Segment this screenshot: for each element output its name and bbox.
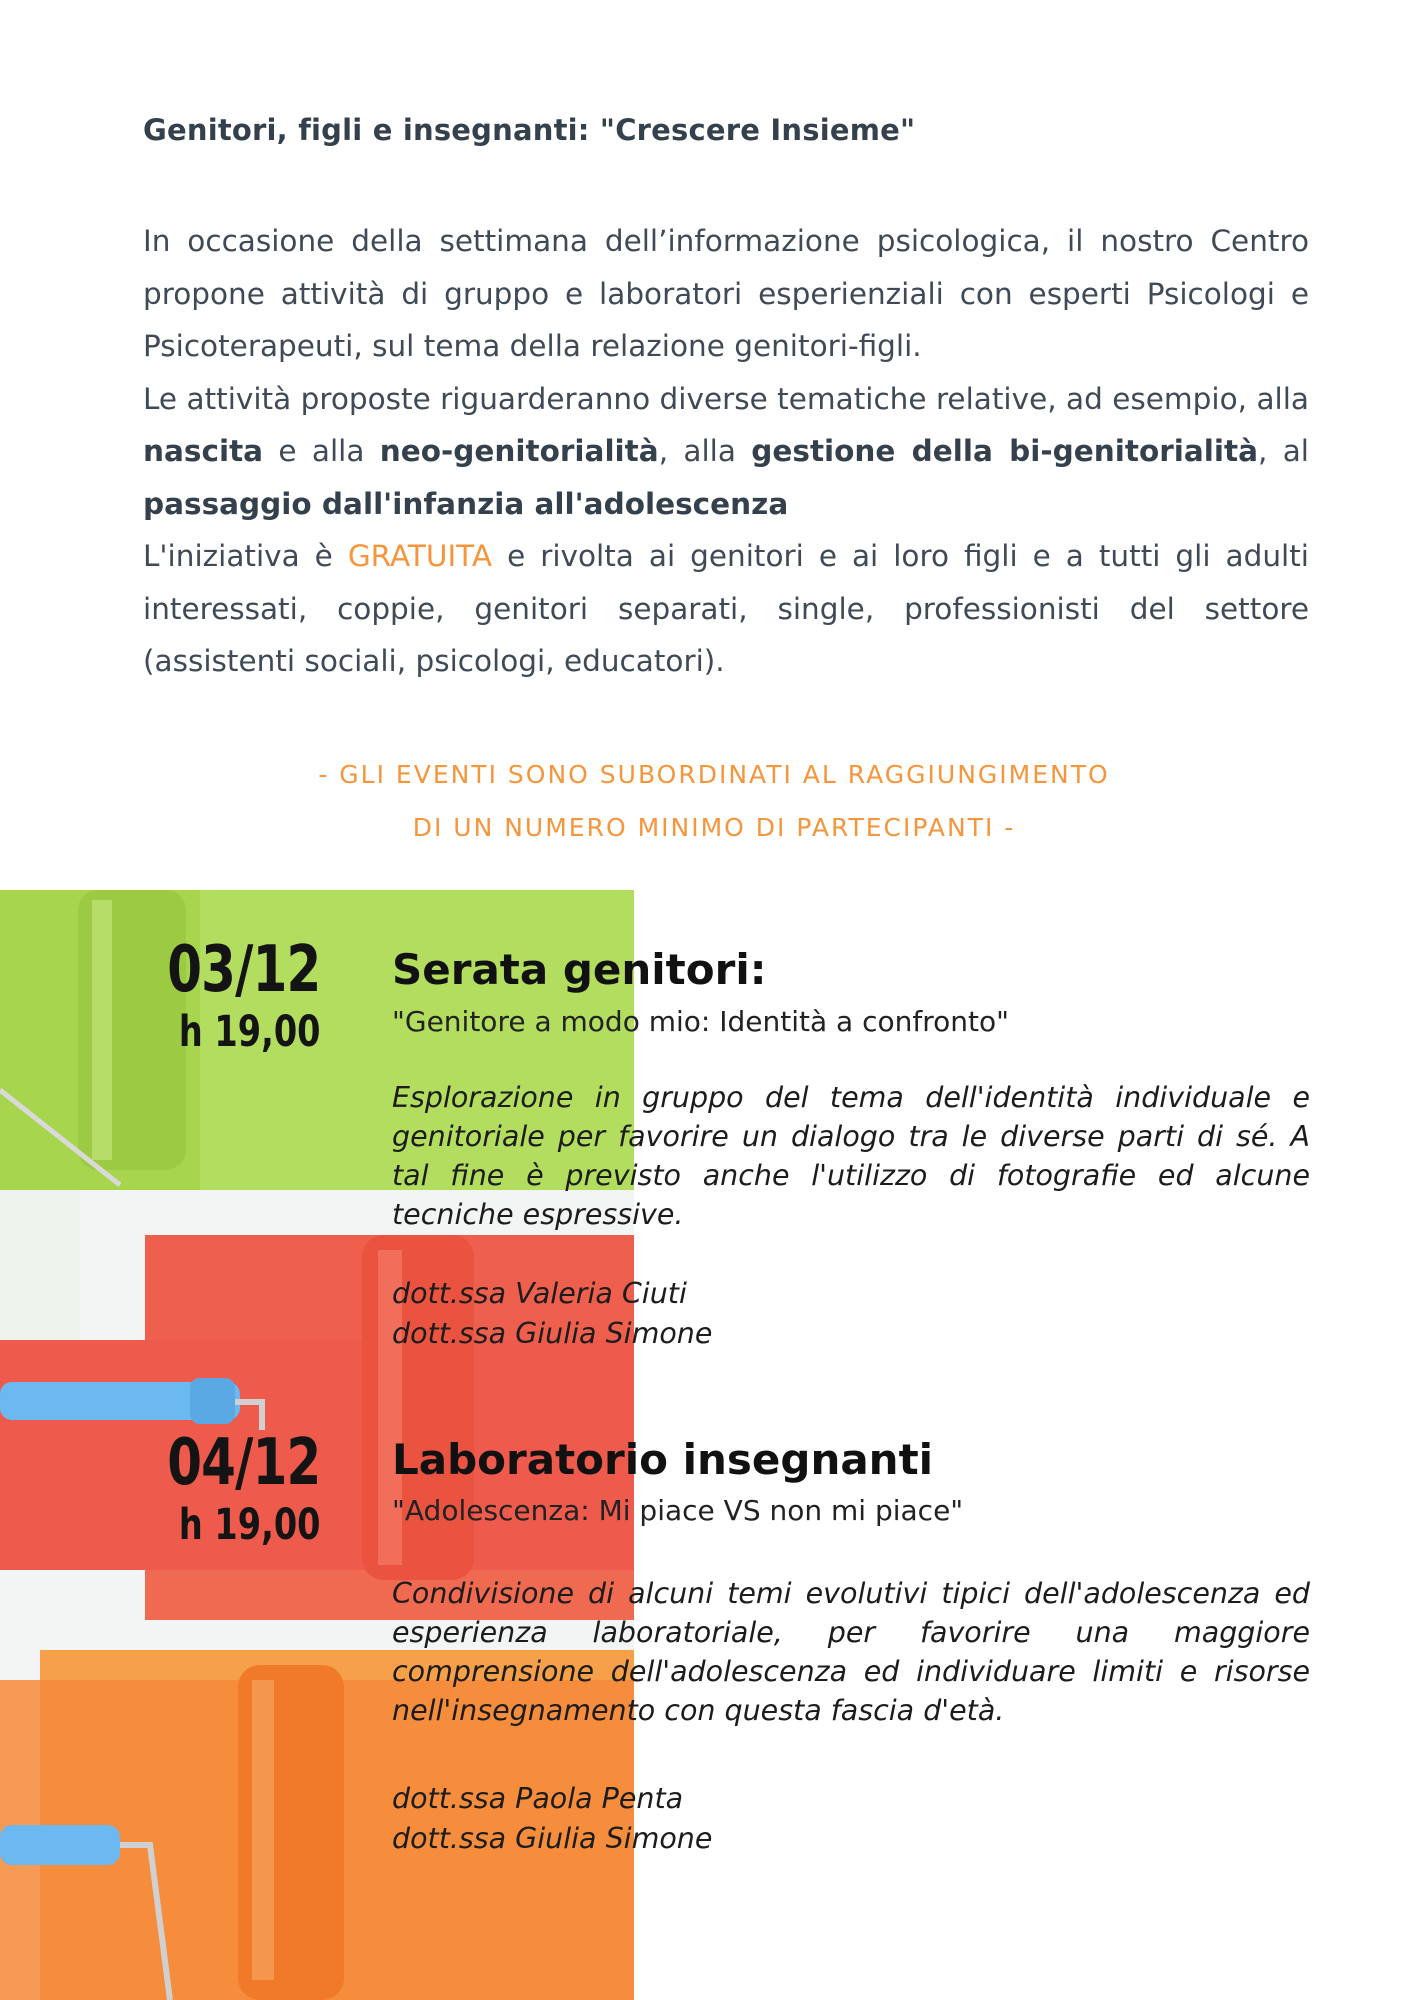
event-doctors: [392, 1779, 712, 1859]
event-time: h 19,00: [178, 1500, 320, 1550]
intro-paragraph-3: L'iniziativa è GRATUITA e rivolta ai genitori e ai loro figli e a tutti gli adulti interessati, coppie, genitori separati, single, professionisti del settore (assistenti sociali, psicologi, educatori).: [143, 539, 1309, 678]
event-date-block: [124, 935, 321, 1059]
event-subtitle: "Genitore a modo mio: Identità a confronto": [392, 1005, 1009, 1038]
event-date-block: [124, 1428, 321, 1552]
doctor-name: dott.ssa Paola Penta: [392, 1782, 684, 1815]
event-doctors: [392, 1274, 712, 1354]
doctor-name: dott.ssa Giulia Simone: [392, 1822, 713, 1855]
highlight-bi-genitorialita: gestione della bi-genitorialità: [751, 434, 1259, 468]
event-description: Esplorazione in gruppo del tema dell'identità individuale e genitoriale per favorire un dialogo tra le diverse parti di sé. A tal fine è previsto anche l'utilizzo di fotografie ed alcune tecniche espressive.: [392, 1081, 1310, 1231]
notice-line-1: - GLI EVENTI SONO SUBORDINATI AL RAGGIUNGIMENTO: [318, 760, 1110, 789]
event-title: Serata genitori:: [392, 945, 767, 994]
intro-paragraph-1: In occasione della settimana dell’informazione psicologica, il nostro Centro propone attività di gruppo e laboratori esperienziali con esperti Psicologi e Psicoterapeuti, sul tema della relazione genitori-figli.: [143, 224, 1309, 363]
event-date: 04/12: [166, 1426, 320, 1500]
highlight-adolescenza: passaggio dall'infanzia all'adolescenza: [143, 486, 789, 521]
intro-text: [143, 215, 1309, 688]
intro-paragraph-2: Le attività proposte riguarderanno diverse tematiche relative, ad esempio, alla nascita e alla neo-genitorialità, alla gestione della bi-genitorialità, al passaggio dall'infanzia all'adolescenza: [143, 381, 1309, 521]
event-date: 03/12: [166, 933, 320, 1007]
highlight-neo-genitorialita: neo-genitorialità: [379, 434, 659, 468]
event-subtitle: "Adolescenza: Mi piace VS non mi piace": [392, 1494, 964, 1527]
notice-line-2: DI UN NUMERO MINIMO DI PARTECIPANTI -: [412, 813, 1016, 842]
highlight-nascita: nascita: [143, 434, 264, 468]
page-title: Genitori, figli e insegnanti: "Crescere Insieme": [143, 113, 916, 147]
event-title: Laboratorio insegnanti: [392, 1435, 934, 1484]
doctor-name: dott.ssa Giulia Simone: [392, 1317, 713, 1350]
event-time: h 19,00: [178, 1007, 320, 1057]
free-badge: GRATUITA: [347, 539, 493, 573]
event-description: Condivisione di alcuni temi evolutivi tipici dell'adolescenza ed esperienza laboratoriale, per favorire una maggiore comprensione dell'adolescenza ed individuare limiti e risorse nell'insegnamento con questa fascia d'età.: [392, 1577, 1310, 1727]
doctor-name: dott.ssa Valeria Ciuti: [392, 1277, 687, 1310]
